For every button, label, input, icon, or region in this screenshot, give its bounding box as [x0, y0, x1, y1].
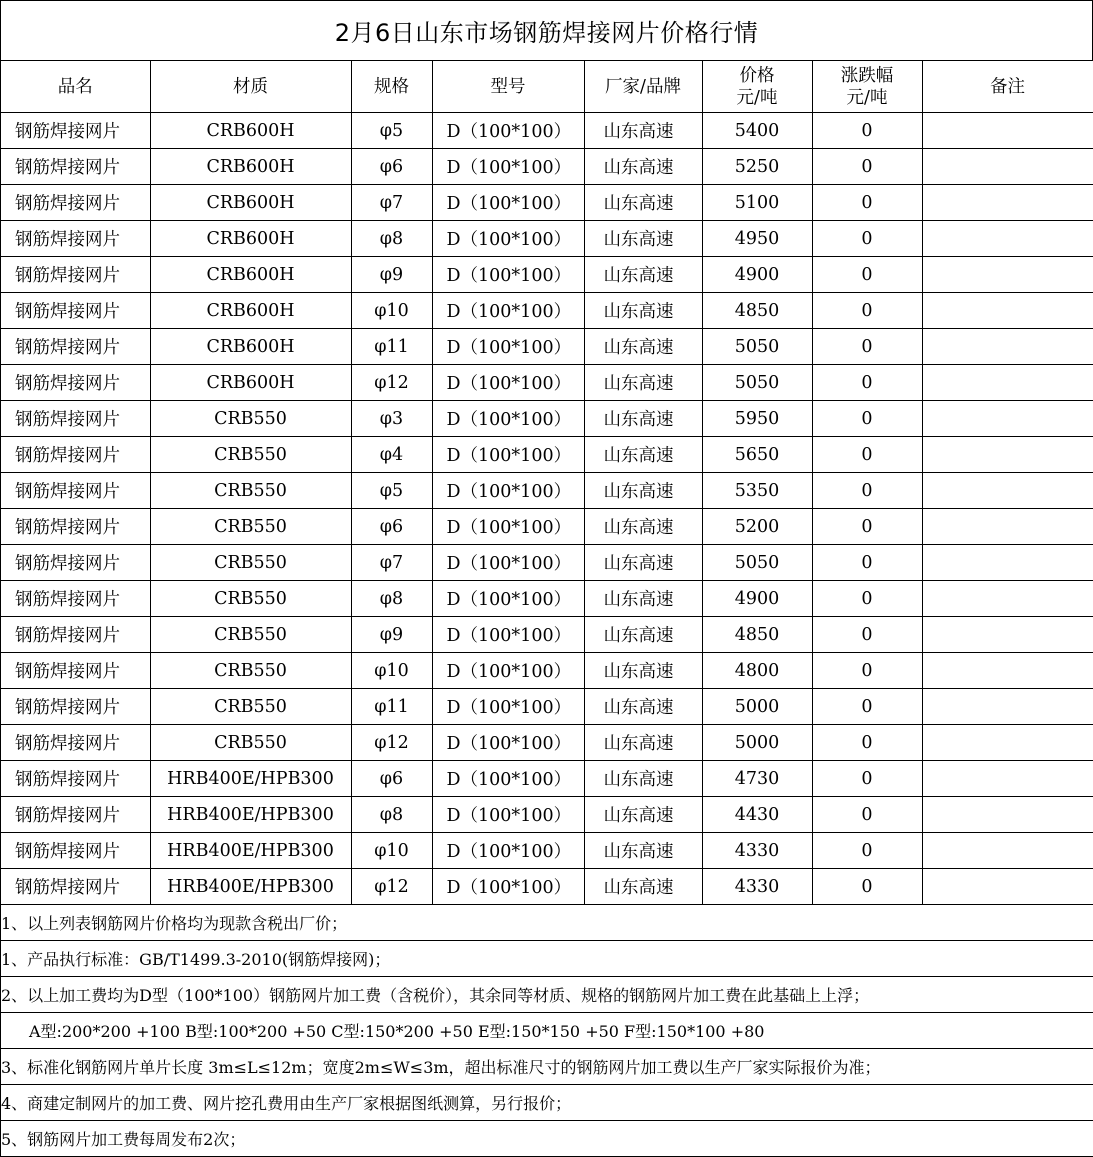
- cell-remark: [922, 761, 1093, 797]
- cell-model: D（100*100）: [432, 833, 584, 869]
- cell-name: 钢筋焊接网片: [1, 185, 150, 221]
- header-change-line2: 元/吨: [846, 87, 888, 108]
- cell-price: 4950: [702, 221, 812, 257]
- table-row: [1, 833, 1093, 869]
- cell-name: 钢筋焊接网片: [1, 293, 150, 329]
- cell-name: 钢筋焊接网片: [1, 437, 150, 473]
- note-row: [1, 941, 1093, 977]
- cell-spec: φ6: [351, 149, 432, 185]
- cell-brand: 山东高速: [584, 509, 702, 545]
- cell-change: 0: [812, 329, 922, 365]
- cell-spec: φ6: [351, 509, 432, 545]
- cell-brand: 山东高速: [584, 221, 702, 257]
- cell-change: 0: [812, 581, 922, 617]
- cell-material: HRB400E/HPB300: [150, 869, 351, 905]
- table-row: [1, 473, 1093, 509]
- cell-remark: [922, 401, 1093, 437]
- cell-price: 5100: [702, 185, 812, 221]
- cell-brand: 山东高速: [584, 689, 702, 725]
- cell-spec: φ8: [351, 581, 432, 617]
- cell-price: 5350: [702, 473, 812, 509]
- cell-model: D（100*100）: [432, 437, 584, 473]
- cell-price: 5000: [702, 725, 812, 761]
- cell-remark: [922, 617, 1093, 653]
- cell-brand: 山东高速: [584, 869, 702, 905]
- cell-model: D（100*100）: [432, 797, 584, 833]
- cell-material: CRB550: [150, 581, 351, 617]
- cell-remark: [922, 545, 1093, 581]
- cell-brand: 山东高速: [584, 329, 702, 365]
- cell-material: CRB600H: [150, 329, 351, 365]
- cell-name: 钢筋焊接网片: [1, 221, 150, 257]
- cell-price: 5250: [702, 149, 812, 185]
- table-row: [1, 797, 1093, 833]
- cell-price: 4430: [702, 797, 812, 833]
- cell-material: CRB600H: [150, 185, 351, 221]
- cell-material: CRB600H: [150, 113, 351, 149]
- cell-brand: 山东高速: [584, 581, 702, 617]
- cell-remark: [922, 653, 1093, 689]
- cell-spec: φ6: [351, 761, 432, 797]
- note-text: 2、以上加工费均为D型（100*100）钢筋网片加工费（含税价），其余同等材质、规格的钢筋网片加工费在此基础上上浮；: [1, 977, 1093, 1013]
- cell-name: 钢筋焊接网片: [1, 329, 150, 365]
- table-row: [1, 365, 1093, 401]
- cell-spec: φ10: [351, 653, 432, 689]
- cell-change: 0: [812, 473, 922, 509]
- note-text: 5、钢筋网片加工费每周发布2次；: [1, 1121, 1093, 1157]
- cell-remark: [922, 329, 1093, 365]
- cell-material: CRB600H: [150, 257, 351, 293]
- cell-name: 钢筋焊接网片: [1, 149, 150, 185]
- table-row: [1, 581, 1093, 617]
- cell-price: 4330: [702, 833, 812, 869]
- cell-model: D（100*100）: [432, 113, 584, 149]
- cell-brand: 山东高速: [584, 185, 702, 221]
- cell-change: 0: [812, 437, 922, 473]
- note-text: A型:200*200 +100 B型:100*200 +50 C型:150*200 +50 E型:150*150 +50 F型:150*100 +80: [1, 1013, 1093, 1049]
- cell-model: D（100*100）: [432, 653, 584, 689]
- table-row: [1, 149, 1093, 185]
- cell-price: 4900: [702, 581, 812, 617]
- cell-material: CRB550: [150, 653, 351, 689]
- cell-change: 0: [812, 365, 922, 401]
- cell-remark: [922, 689, 1093, 725]
- cell-name: 钢筋焊接网片: [1, 653, 150, 689]
- header-price: [702, 61, 812, 113]
- cell-remark: [922, 725, 1093, 761]
- cell-remark: [922, 869, 1093, 905]
- cell-model: D（100*100）: [432, 545, 584, 581]
- cell-spec: φ9: [351, 257, 432, 293]
- cell-model: D（100*100）: [432, 725, 584, 761]
- cell-spec: φ3: [351, 401, 432, 437]
- cell-brand: 山东高速: [584, 437, 702, 473]
- cell-brand: 山东高速: [584, 833, 702, 869]
- cell-brand: 山东高速: [584, 365, 702, 401]
- cell-name: 钢筋焊接网片: [1, 401, 150, 437]
- table-row: [1, 725, 1093, 761]
- cell-change: 0: [812, 149, 922, 185]
- cell-model: D（100*100）: [432, 689, 584, 725]
- cell-brand: 山东高速: [584, 653, 702, 689]
- cell-remark: [922, 437, 1093, 473]
- cell-spec: φ4: [351, 437, 432, 473]
- cell-model: D（100*100）: [432, 221, 584, 257]
- note-row: [1, 1121, 1093, 1157]
- cell-spec: φ8: [351, 797, 432, 833]
- cell-change: 0: [812, 833, 922, 869]
- cell-change: 0: [812, 221, 922, 257]
- cell-name: 钢筋焊接网片: [1, 473, 150, 509]
- price-table: [1, 61, 1093, 1157]
- note-text: 1、以上列表钢筋网片价格均为现款含税出厂价；: [1, 905, 1093, 941]
- cell-spec: φ10: [351, 833, 432, 869]
- table-row: [1, 509, 1093, 545]
- cell-name: 钢筋焊接网片: [1, 869, 150, 905]
- cell-remark: [922, 581, 1093, 617]
- cell-change: 0: [812, 509, 922, 545]
- cell-spec: φ11: [351, 689, 432, 725]
- cell-change: 0: [812, 401, 922, 437]
- cell-material: CRB600H: [150, 221, 351, 257]
- cell-remark: [922, 797, 1093, 833]
- cell-name: 钢筋焊接网片: [1, 113, 150, 149]
- cell-spec: φ5: [351, 473, 432, 509]
- table-row: [1, 257, 1093, 293]
- note-row: [1, 905, 1093, 941]
- cell-model: D（100*100）: [432, 617, 584, 653]
- cell-model: D（100*100）: [432, 581, 584, 617]
- table-row: [1, 185, 1093, 221]
- cell-model: D（100*100）: [432, 869, 584, 905]
- header-price-line1: 价格: [739, 65, 775, 86]
- cell-change: 0: [812, 257, 922, 293]
- cell-price: 5000: [702, 689, 812, 725]
- cell-price: 5400: [702, 113, 812, 149]
- cell-material: HRB400E/HPB300: [150, 833, 351, 869]
- cell-material: CRB600H: [150, 149, 351, 185]
- header-change-line1: 涨跌幅: [840, 65, 894, 86]
- cell-spec: φ5: [351, 113, 432, 149]
- cell-model: D（100*100）: [432, 329, 584, 365]
- header-material: 材质: [150, 61, 351, 113]
- cell-remark: [922, 509, 1093, 545]
- cell-price: 5950: [702, 401, 812, 437]
- table-row: [1, 653, 1093, 689]
- cell-model: D（100*100）: [432, 401, 584, 437]
- header-model: 型号: [432, 61, 584, 113]
- table-row: [1, 221, 1093, 257]
- cell-price: 5200: [702, 509, 812, 545]
- cell-brand: 山东高速: [584, 149, 702, 185]
- cell-spec: φ7: [351, 545, 432, 581]
- header-spec: 规格: [351, 61, 432, 113]
- cell-material: CRB600H: [150, 365, 351, 401]
- cell-model: D（100*100）: [432, 509, 584, 545]
- cell-price: 4800: [702, 653, 812, 689]
- cell-model: D（100*100）: [432, 365, 584, 401]
- cell-material: CRB550: [150, 509, 351, 545]
- cell-price: 4900: [702, 257, 812, 293]
- cell-price: 5050: [702, 329, 812, 365]
- cell-remark: [922, 257, 1093, 293]
- cell-change: 0: [812, 869, 922, 905]
- cell-material: CRB550: [150, 437, 351, 473]
- note-text: 3、标准化钢筋网片单片长度 3m≤L≤12m；宽度2m≤W≤3m，超出标准尺寸的钢筋网片加工费以生产厂家实际报价为准；: [1, 1049, 1093, 1085]
- cell-material: CRB550: [150, 689, 351, 725]
- cell-change: 0: [812, 113, 922, 149]
- cell-price: 5050: [702, 545, 812, 581]
- cell-spec: φ7: [351, 185, 432, 221]
- cell-spec: φ12: [351, 365, 432, 401]
- cell-change: 0: [812, 545, 922, 581]
- note-row: [1, 1013, 1093, 1049]
- cell-model: D（100*100）: [432, 761, 584, 797]
- cell-brand: 山东高速: [584, 113, 702, 149]
- cell-remark: [922, 185, 1093, 221]
- cell-brand: 山东高速: [584, 725, 702, 761]
- cell-change: 0: [812, 761, 922, 797]
- header-row: [1, 61, 1093, 113]
- table-row: [1, 329, 1093, 365]
- cell-name: 钢筋焊接网片: [1, 761, 150, 797]
- note-text: 1、产品执行标准：GB/T1499.3-2010(钢筋焊接网)；: [1, 941, 1093, 977]
- cell-brand: 山东高速: [584, 293, 702, 329]
- cell-remark: [922, 113, 1093, 149]
- note-row: [1, 977, 1093, 1013]
- cell-spec: φ12: [351, 869, 432, 905]
- cell-price: 5650: [702, 437, 812, 473]
- note-text: 4、商建定制网片的加工费、网片挖孔费用由生产厂家根据图纸测算，另行报价；: [1, 1085, 1093, 1121]
- cell-material: CRB550: [150, 401, 351, 437]
- cell-name: 钢筋焊接网片: [1, 581, 150, 617]
- header-name: 品名: [1, 61, 150, 113]
- cell-brand: 山东高速: [584, 545, 702, 581]
- table-row: [1, 401, 1093, 437]
- cell-remark: [922, 221, 1093, 257]
- header-remark: 备注: [922, 61, 1093, 113]
- cell-price: 4850: [702, 293, 812, 329]
- cell-spec: φ11: [351, 329, 432, 365]
- cell-brand: 山东高速: [584, 473, 702, 509]
- cell-model: D（100*100）: [432, 149, 584, 185]
- cell-name: 钢筋焊接网片: [1, 509, 150, 545]
- cell-brand: 山东高速: [584, 617, 702, 653]
- cell-brand: 山东高速: [584, 257, 702, 293]
- table-row: [1, 869, 1093, 905]
- cell-brand: 山东高速: [584, 761, 702, 797]
- cell-material: CRB550: [150, 545, 351, 581]
- header-change: [812, 61, 922, 113]
- cell-model: D（100*100）: [432, 293, 584, 329]
- cell-change: 0: [812, 185, 922, 221]
- cell-change: 0: [812, 293, 922, 329]
- cell-remark: [922, 473, 1093, 509]
- cell-remark: [922, 293, 1093, 329]
- cell-change: 0: [812, 617, 922, 653]
- cell-material: CRB600H: [150, 293, 351, 329]
- table-body: [1, 113, 1093, 905]
- table-row: [1, 113, 1093, 149]
- cell-name: 钢筋焊接网片: [1, 365, 150, 401]
- table-row: [1, 689, 1093, 725]
- cell-change: 0: [812, 689, 922, 725]
- cell-change: 0: [812, 797, 922, 833]
- cell-model: D（100*100）: [432, 257, 584, 293]
- cell-change: 0: [812, 653, 922, 689]
- cell-price: 4730: [702, 761, 812, 797]
- cell-name: 钢筋焊接网片: [1, 545, 150, 581]
- header-price-line2: 元/吨: [736, 87, 778, 108]
- cell-spec: φ12: [351, 725, 432, 761]
- table-row: [1, 437, 1093, 473]
- cell-brand: 山东高速: [584, 797, 702, 833]
- cell-material: CRB550: [150, 473, 351, 509]
- header-brand: 厂家/品牌: [584, 61, 702, 113]
- notes-section: [1, 905, 1093, 1157]
- table-row: [1, 545, 1093, 581]
- cell-name: 钢筋焊接网片: [1, 797, 150, 833]
- cell-brand: 山东高速: [584, 401, 702, 437]
- table-row: [1, 293, 1093, 329]
- cell-name: 钢筋焊接网片: [1, 725, 150, 761]
- cell-spec: φ9: [351, 617, 432, 653]
- cell-spec: φ8: [351, 221, 432, 257]
- cell-name: 钢筋焊接网片: [1, 617, 150, 653]
- note-row: [1, 1085, 1093, 1121]
- cell-spec: φ10: [351, 293, 432, 329]
- cell-name: 钢筋焊接网片: [1, 833, 150, 869]
- cell-material: CRB550: [150, 725, 351, 761]
- cell-material: HRB400E/HPB300: [150, 761, 351, 797]
- cell-remark: [922, 149, 1093, 185]
- cell-price: 4850: [702, 617, 812, 653]
- cell-material: HRB400E/HPB300: [150, 797, 351, 833]
- cell-model: D（100*100）: [432, 185, 584, 221]
- cell-change: 0: [812, 725, 922, 761]
- cell-price: 4330: [702, 869, 812, 905]
- table-row: [1, 761, 1093, 797]
- cell-remark: [922, 365, 1093, 401]
- cell-model: D（100*100）: [432, 473, 584, 509]
- cell-material: CRB550: [150, 617, 351, 653]
- note-row: [1, 1049, 1093, 1085]
- cell-remark: [922, 833, 1093, 869]
- sheet-title: 2月6日山东市场钢筋焊接网片价格行情: [1, 1, 1093, 61]
- cell-name: 钢筋焊接网片: [1, 689, 150, 725]
- cell-name: 钢筋焊接网片: [1, 257, 150, 293]
- cell-price: 5050: [702, 365, 812, 401]
- table-row: [1, 617, 1093, 653]
